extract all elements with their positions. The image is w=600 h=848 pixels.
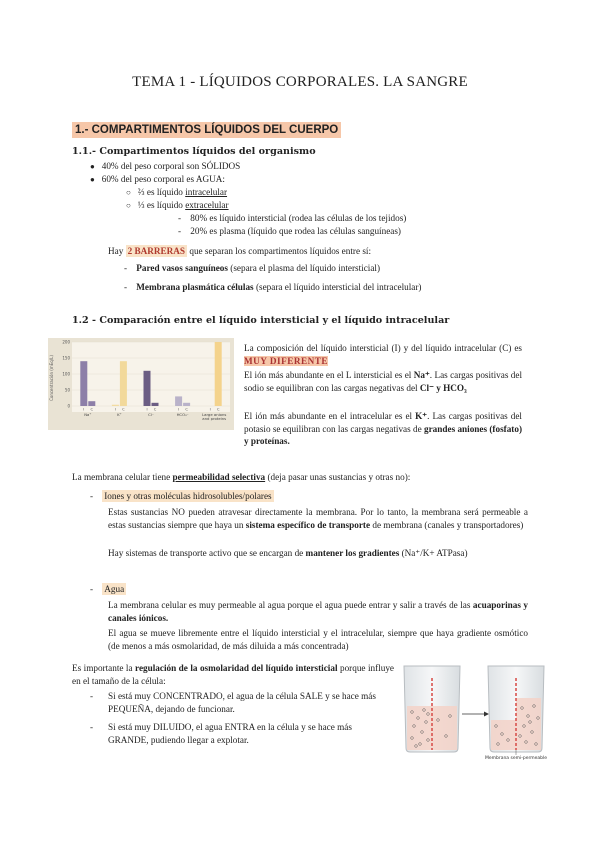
bar-I-3 (175, 396, 182, 406)
barrier-item-2 (124, 281, 422, 294)
y-axis-label: Concentración (mEq/L) (49, 355, 54, 401)
water-paragraph-2: El agua se mueve libremente entre el líquido intersticial y el intracelular, siempre que haya gradiente osmótico (de menos a más osmolaridad, de más diluida a más concentrada) (108, 628, 528, 651)
potassium-text: El ión más abundante en el intracelular es el (244, 411, 416, 421)
dash-icon: - (90, 491, 94, 501)
x-tick-label: HCO₃⁻ (176, 412, 189, 417)
series-label: C (90, 407, 94, 412)
x-tick-label: and proteins (202, 416, 227, 421)
section-1-heading: 1.- COMPARTIMENTOS LÍQUIDOS DEL CUERPO (72, 122, 341, 138)
barrier-item-1 (124, 262, 380, 275)
circle-bullet-icon: ○ (126, 188, 131, 197)
barriers-text-post: que separan los compartimentos líquidos entre sí: (187, 246, 372, 256)
bullet-icon: ● (90, 175, 95, 184)
large-anions-text: grandes aniones (fosfato) y proteínas. (244, 423, 523, 446)
sub-bullet-extracelular (126, 199, 229, 213)
bar-C-4 (215, 342, 222, 406)
bar-I-0 (80, 361, 87, 406)
specific-transport: sistema específico de transporte (245, 519, 371, 530)
series-label: C (185, 407, 188, 412)
water-p1-text: La membrana celular es muy permeable al agua porque el agua puede entrar y salir a través de las (108, 600, 473, 610)
dash-icon: - (90, 691, 94, 701)
barrier-2-name: Membrana plasmática células (136, 282, 254, 292)
water-label: Agua (104, 584, 125, 594)
ions-paragraph-1 (108, 506, 528, 531)
sub-bullet-term: extracelular (185, 200, 229, 210)
y-tick-label: 100 (62, 371, 70, 377)
ions-paragraph-2 (108, 547, 528, 560)
subsection-1-2-heading: 1.2 - Comparación entre el líquido intersticial y el líquido intracelular (72, 315, 450, 326)
y-tick-label: 0 (67, 403, 70, 409)
potassium-text-post: . Las cargas positivas del potasio se equilibran con las cargas negativas de (244, 411, 522, 434)
sodium-paragraph (244, 369, 522, 394)
series-label: C (122, 407, 125, 412)
series-label: I (178, 407, 180, 412)
potassium-ion: K⁺ (415, 411, 428, 421)
sub-bullet-text: ⅔ es líquido (137, 187, 186, 197)
barrier-1-desc: (separa el plasma del líquido intersticial) (227, 263, 381, 273)
arrow-icon (462, 712, 489, 717)
osmolarity-paragraph (72, 662, 394, 687)
ions-item (90, 490, 274, 503)
x-tick-label: K⁺ (117, 412, 122, 417)
sodium-ion: Na⁺ (413, 370, 430, 380)
bar-C-2 (152, 403, 159, 406)
dash-item-plasma (178, 225, 401, 238)
dash-icon: - (90, 584, 94, 594)
sodium-text: El ión más abundante en el L intersticial es el (244, 370, 414, 380)
barriers-intro (108, 245, 371, 258)
dash-icon: - (124, 282, 128, 292)
composition-text: La composición del líquido intersticial (I) y del líquido intracelular (C) es (244, 343, 522, 353)
x-tick-label: Cl⁻ (148, 412, 154, 417)
ion-concentration-chart (48, 338, 234, 430)
plot-area (72, 342, 230, 412)
bar-C-1 (120, 361, 127, 406)
ions-p1-text: Estas sustancias NO pueden atravesar directamente la membrana. Por lo tanto, la membrana será permeable a estas sustancias siempre que haya un (108, 507, 528, 530)
ions-p2-text: Hay sistemas de transporte activo que se encargan de (108, 548, 306, 558)
membrane-intro-text: La membrana celular tiene (72, 472, 173, 482)
series-label: C (153, 407, 157, 412)
bar-C-0 (88, 401, 95, 406)
membrane-intro-post: (deja pasar unas sustancias y otras no): (265, 472, 411, 482)
membrane-intro (72, 471, 410, 484)
dash-icon: - (124, 263, 128, 273)
series-label: I (146, 407, 148, 412)
bar-I-2 (144, 371, 151, 406)
figure-caption: Membrana semi-permeable (484, 756, 548, 760)
dash-text: 20% es plasma (líquido que rodea las células sanguíneas) (190, 226, 401, 236)
bullet-water (90, 173, 225, 187)
bicarbonate-ion: y HCO₃ (433, 382, 467, 393)
potassium-paragraph (244, 410, 522, 448)
bullet-text: 40% del peso corporal son SÓLIDOS (101, 161, 241, 171)
circle-bullet-icon: ○ (126, 201, 131, 210)
sodium-text-post: . Las cargas positivas del sodio se equilibran con las cargas negativas del (244, 370, 522, 393)
osmo-regulation: regulación de la osmolaridad del líquido intersticial (135, 663, 338, 673)
barriers-text: Hay (108, 246, 126, 256)
page-title: TEMA 1 - LÍQUIDOS CORPORALES. LA SANGRE (132, 74, 468, 90)
dash-text: 80% es líquido intersticial (rodea las células de los tejidos) (190, 213, 407, 223)
bullet-icon: ● (90, 162, 95, 171)
dash-icon: - (178, 213, 182, 223)
osmosis-figure (400, 660, 548, 760)
sub-bullet-term: intracelular (185, 187, 228, 197)
series-label: I (209, 407, 211, 412)
dash-item-intersticial (178, 212, 406, 225)
maintain-gradients: mantener los gradientes (305, 548, 400, 558)
bullet-solids (90, 160, 240, 174)
ions-label: Iones y otras moléculas hidrosolubles/polares (104, 491, 272, 501)
series-label: I (114, 407, 116, 412)
bar-C-3 (183, 403, 190, 406)
chloride-ion: Cl⁻ (419, 382, 434, 393)
series-label: I (83, 407, 85, 412)
ions-p2-post: (Na⁺/K+ ATPasa) (399, 548, 468, 558)
osmo-item-2 (90, 721, 394, 746)
aquaporins: acuaporinas y canales iónicos. (108, 600, 528, 623)
barrier-2-desc: (separa el líquido intersticial del intracelular) (253, 282, 422, 292)
osmo-text: Es importante la (72, 663, 136, 673)
bar-I-1 (112, 405, 119, 406)
y-tick-label: 150 (62, 355, 70, 361)
x-tick-label: Na⁺ (84, 412, 92, 417)
dash-icon: - (178, 226, 182, 236)
dash-icon: - (90, 722, 94, 732)
beaker-right (488, 666, 544, 752)
osmo-text-post: porque influye en el tamaño de la célula: (72, 663, 394, 686)
composition-paragraph (244, 342, 522, 367)
osmo-item-2-text: Si está muy DILUIDO, el agua ENTRA en la célula y se hace más GRANDE, pudiendo llegar a explotar. (108, 722, 352, 745)
osmo-item-1-text: Si está muy CONCENTRADO, el agua de la célula SALE y se hace más PEQUEÑA, dejando de funcionar. (108, 691, 376, 714)
series-label: C (216, 407, 220, 412)
water-item (90, 583, 126, 596)
y-tick-label: 200 (62, 339, 70, 345)
muy-diferente-highlight: MUY DIFERENTE (244, 355, 329, 366)
selective-permeability: permeabilidad selectiva (172, 472, 266, 482)
x-tick-label: Large anions (202, 412, 227, 417)
water-paragraph-1 (108, 599, 528, 624)
sub-bullet-text: ⅓ es líquido (137, 200, 186, 210)
subsection-1-1-heading: 1.1.- Compartimentos líquidos del organismo (72, 146, 316, 157)
barrier-1-name: Pared vasos sanguíneos (136, 263, 228, 273)
bullet-text: 60% del peso corporal es AGUA: (101, 174, 225, 184)
sub-bullet-intracelular (126, 186, 227, 200)
barriers-highlight: 2 BARRERAS (127, 246, 186, 256)
osmo-item-1 (90, 690, 394, 715)
y-tick-label: 50 (64, 387, 70, 393)
beaker-left (404, 666, 460, 752)
ions-p1-post: de membrana (canales y transportadores) (370, 519, 524, 530)
